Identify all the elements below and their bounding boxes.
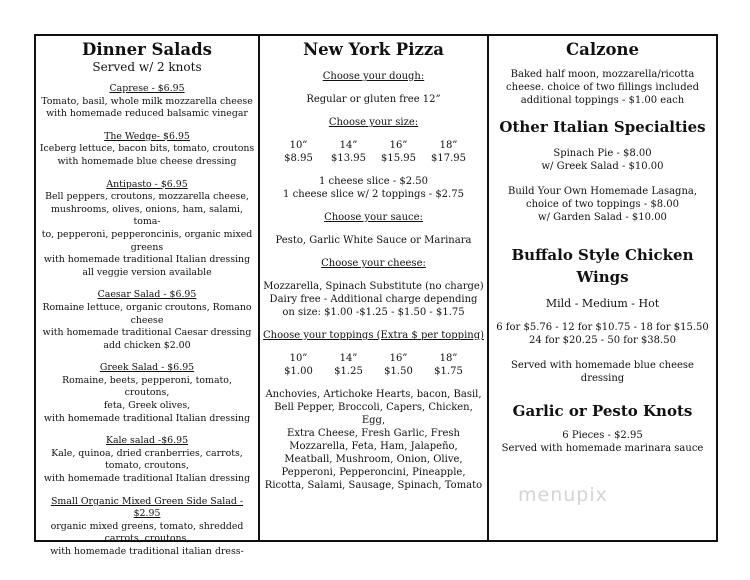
salad-item-title: Caprese - $6.95: [109, 83, 185, 94]
salad-item-title: Small Organic Mixed Green Side Salad - $2.95: [50, 495, 244, 520]
topping-size-14: 14” $1.25: [334, 353, 363, 377]
cheese-label: Choose your cheese:: [321, 258, 426, 269]
pizza-size-14: 14” $13.95: [331, 140, 366, 164]
specialties-title: Other Italian Specialties: [499, 118, 706, 136]
salad-item: [39, 83, 255, 121]
pizza-size-10: 10” $8.95: [284, 140, 313, 164]
salad-item-description: Romaine lettuce, organic croutons, Romano cheese with homemade traditional Caesar dressing add chicken $2.00: [42, 301, 252, 351]
salad-item: [39, 496, 255, 559]
salad-item: [39, 179, 255, 280]
salad-item-title: The Wedge- $6.95: [104, 130, 190, 142]
salad-item: [39, 362, 255, 425]
cheese-text: Mozzarella, Spinach Substitute (no charge) Dairy free - Additional charge depending on size: $1.00 -$1.25 - $1.50 - $1.75: [263, 281, 484, 318]
dinner-salads-title: Dinner Salads: [82, 40, 212, 59]
size-label: Choose your size:: [328, 117, 419, 128]
salad-item-description: Romaine, beets, pepperoni, tomato, croutons, feta, Greek olives, with homemade traditional Italian dressing: [43, 374, 251, 424]
dinner-salads-subtitle: Served w/ 2 knots: [92, 60, 202, 74]
salad-item-title: Greek Salad - $6.95: [99, 362, 195, 374]
salad-item: [39, 289, 255, 352]
topping-size-10: 10” $1.00: [284, 353, 313, 377]
menu-frame: [34, 34, 718, 557]
salad-item-description: Iceberg lettuce, bacon bits, tomato, croutons with homemade blue cheese dressing: [39, 143, 255, 167]
salad-item-description: Tomato, basil, whole milk mozzarella cheese with homemade reduced balsamic vinegar: [41, 95, 253, 120]
calzone-title: Calzone: [566, 40, 639, 59]
toppings-text: Anchovies, Artichoke Hearts, bacon, Basil, Bell Pepper, Broccoli, Capers, Chicken, Egg, Extra Cheese, Fresh Garlic, Fresh Mozzarella, Feta, Ham, Jalapeño, Meatball, Mushroom, Onion, Olive, Pepperoni, Pepperoncini, Pineapple, Ricotta, Salami, Sausage, Spinach, Tomato: [264, 389, 483, 491]
dough-text: Regular or gluten free 12”: [306, 94, 441, 105]
pizza-column: [260, 36, 489, 540]
menupix-watermark: menupix: [518, 484, 608, 506]
lasagna-text: Build Your Own Homemade Lasagna, choice of two toppings - $8.00 w/ Garden Salad - $10.00: [507, 186, 698, 223]
salad-item-description: organic mixed greens, tomato, shredded carrots, croutons, with homemade traditional italian dress-: [50, 520, 244, 557]
topping-size-18: 18” $1.75: [434, 353, 463, 377]
topping-size-16: 16” $1.50: [384, 353, 413, 377]
dinner-salads-column: [36, 36, 260, 557]
wings-served-text: Served with homemade blue cheese dressing: [511, 360, 694, 384]
spinach-pie-text: Spinach Pie - $8.00 w/ Greek Salad - $10.00: [541, 148, 664, 172]
toppings-label: Choose your toppings (Extra $ per topping): [263, 330, 485, 341]
wings-heat: Mild - Medium - Hot: [545, 297, 660, 310]
salad-item-description: Kale, quinoa, dried cranberries, carrots, tomato, croutons, with homemade traditional Italian dressing: [43, 447, 251, 485]
sauce-label: Choose your sauce:: [324, 212, 423, 223]
calzone-text: Baked half moon, mozzarella/ricotta cheese. choice of two fillings included additional toppings - $1.00 each: [506, 69, 699, 106]
pizza-size-18: 18” $17.95: [431, 140, 466, 164]
calzone-specialties-column: [489, 36, 716, 540]
topping-size-row: [263, 352, 484, 378]
pizza-size-16: 16” $15.95: [381, 140, 416, 164]
salad-item: [39, 131, 255, 169]
wings-title: Buffalo Style Chicken Wings: [511, 246, 694, 286]
salad-item-title: Caesar Salad - $6.95: [97, 289, 197, 301]
dough-label: Choose your dough:: [322, 71, 425, 82]
salad-list: [39, 83, 255, 559]
slice-text: 1 cheese slice - $2.50 1 cheese slice w/ 2 toppings - $2.75: [283, 176, 464, 200]
pizza-size-row: [263, 139, 484, 165]
wings-prices: 6 for $5.76 - 12 for $10.75 - 18 for $15.50 24 for $20.25 - 50 for $38.50: [496, 322, 709, 346]
salad-item: [39, 435, 255, 485]
salad-item-title: Kale salad -$6.95: [105, 435, 189, 447]
sauce-text: Pesto, Garlic White Sauce or Marinara: [275, 235, 472, 246]
salad-item-title: Antipasto - $6.95: [106, 178, 188, 190]
salad-item-description: Bell peppers, croutons, mozzarella cheese, mushrooms, olives, onions, ham, salami, toma- to, pepperoni, pepperoncinis, organic mixed greens with homemade traditional Italian dressing all veggie version available: [41, 191, 253, 278]
knots-title: Garlic or Pesto Knots: [512, 402, 693, 420]
pizza-title: New York Pizza: [303, 40, 444, 59]
knots-text: 6 Pieces - $2.95 Served with homemade marinara sauce: [501, 430, 704, 454]
